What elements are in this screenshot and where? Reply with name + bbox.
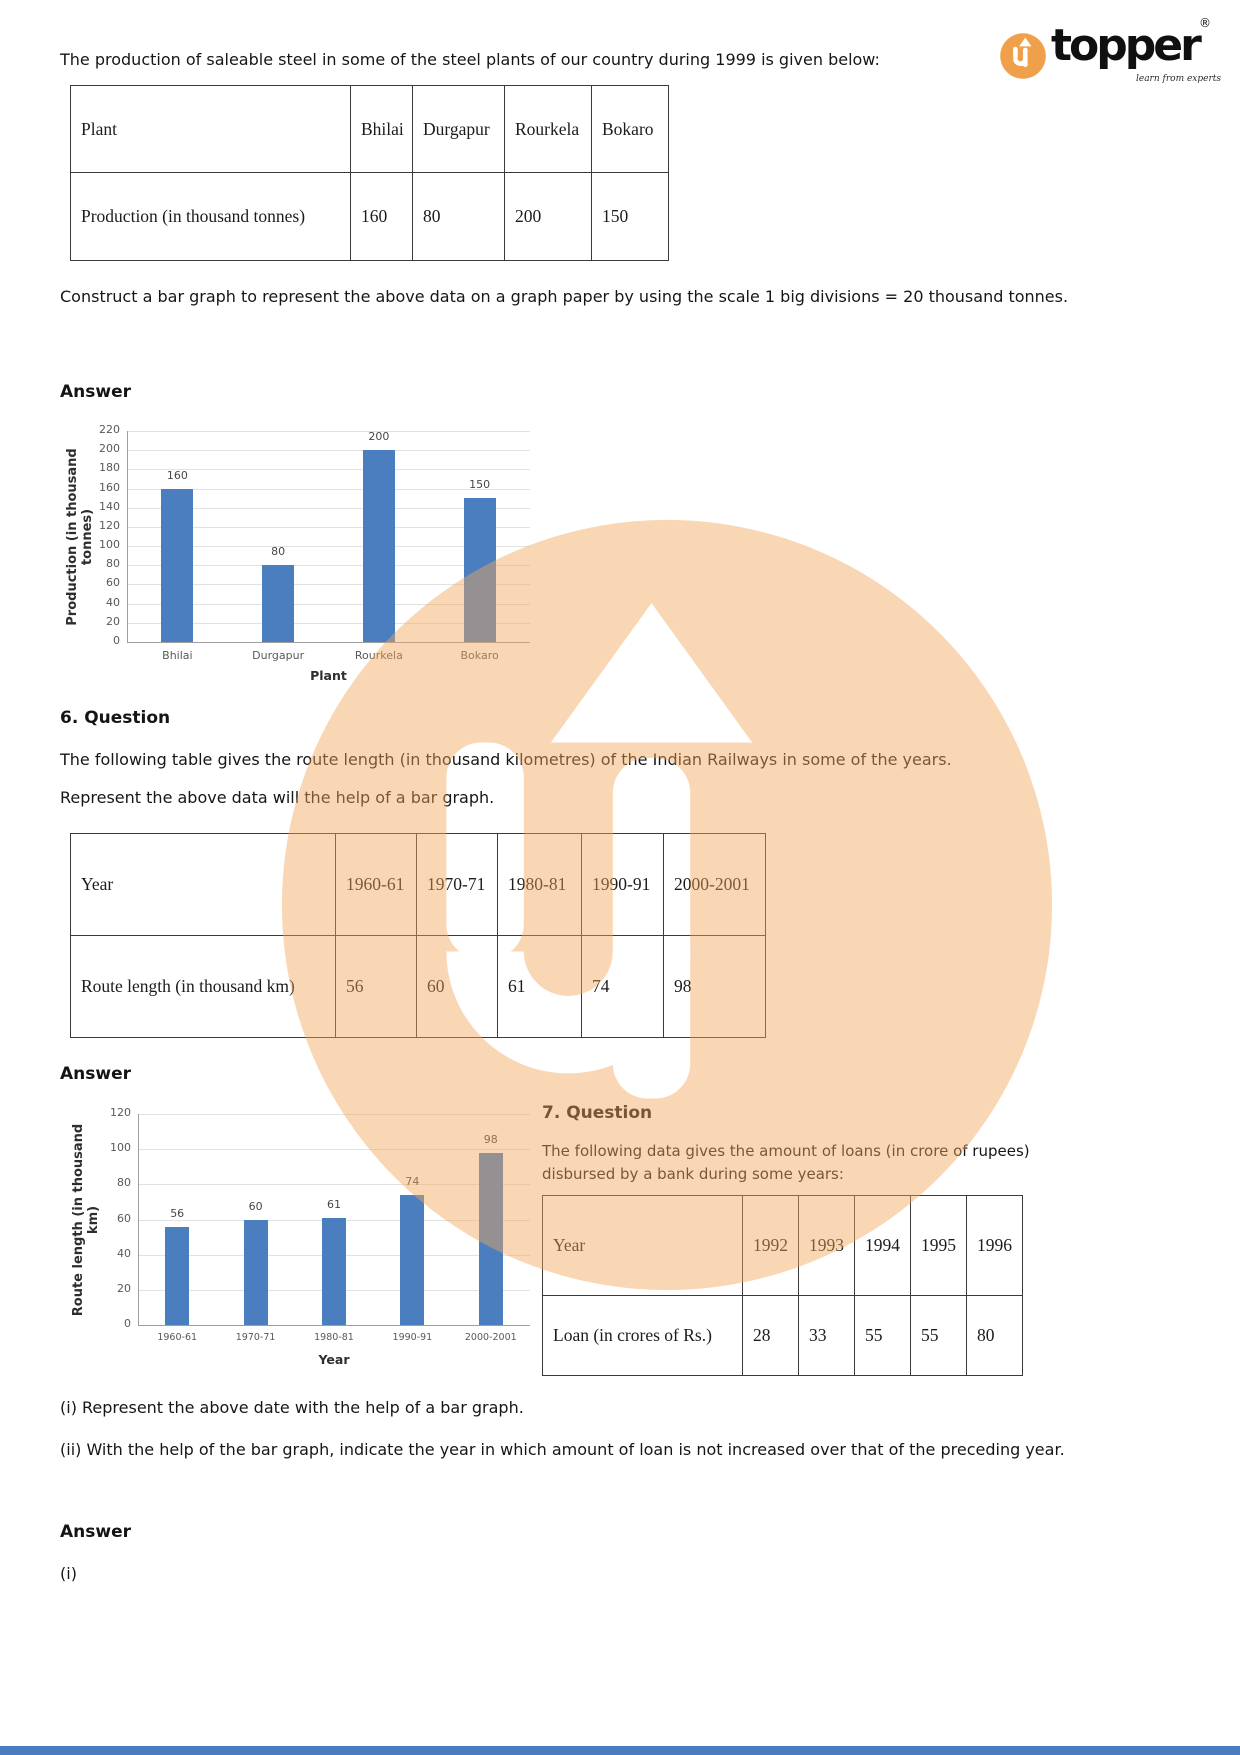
bar: [244, 1220, 268, 1326]
item-ii-text: (ii) With the help of the bar graph, indicate the year in which amount of loan is not increased over that of the preceding year.: [60, 1440, 1065, 1459]
gridline: [138, 1114, 530, 1115]
y-axis-tick-label: 160: [99, 480, 120, 494]
loans-table: [542, 1195, 1023, 1376]
table-cell: 200: [505, 173, 592, 261]
table-cell: Production (in thousand tonnes): [71, 173, 351, 261]
bar-value-label: 200: [368, 430, 390, 444]
answer-heading-3: Answer: [60, 1522, 131, 1542]
answer-item-i: (i): [60, 1564, 77, 1583]
question-6-heading: 6. Question: [60, 708, 171, 728]
x-axis-category-label: Rourkela: [354, 649, 403, 662]
table-cell: 61: [498, 936, 582, 1038]
y-axis-tick-label: 80: [106, 557, 120, 571]
bar-value-label: 150: [469, 478, 491, 492]
bar-value-label: 60: [248, 1199, 263, 1213]
bar: [363, 450, 395, 642]
table-cell: Plant: [71, 86, 351, 173]
y-axis-title: Route length (in thousand km): [71, 1123, 101, 1316]
table-cell: 1992: [743, 1196, 799, 1296]
x-axis-title: Year: [318, 1352, 350, 1367]
table-cell: Bhilai: [351, 86, 413, 173]
y-axis-tick-label: 0: [124, 1317, 131, 1330]
x-axis-line: [138, 1325, 530, 1326]
bar-value-label: 160: [166, 468, 188, 482]
bar: [161, 489, 193, 642]
y-axis-tick-label: 20: [117, 1281, 131, 1295]
y-axis-tick-label: 120: [110, 1106, 131, 1119]
bar-value-label: 98: [483, 1132, 498, 1146]
table-cell: Rourkela: [505, 86, 592, 173]
topper-logo: [1000, 16, 1225, 92]
question-6-text-2: Represent the above data will the help of a bar graph.: [60, 788, 495, 807]
item-i-text: (i) Represent the above date with the help of a bar graph.: [60, 1398, 524, 1417]
answer-heading-1: Answer: [60, 382, 131, 402]
table-cell: 55: [911, 1296, 967, 1376]
y-axis-tick-label: 40: [117, 1246, 131, 1260]
table-cell: 80: [413, 173, 505, 261]
steel-production-table: [70, 85, 669, 261]
y-axis-title: Production (in thousand tonnes): [65, 447, 95, 626]
x-axis-category-label: 1990-91: [392, 1332, 433, 1343]
x-axis-category-label: Bokaro: [460, 649, 499, 662]
gridline: [127, 431, 530, 432]
bar: [400, 1195, 424, 1325]
question-7-heading: 7. Question: [542, 1103, 653, 1123]
intro-text: The production of saleable steel in some of the steel plants of our country during 1999 is given below:: [60, 50, 880, 69]
table-cell: 1960-61: [336, 834, 417, 936]
table-cell: Durgapur: [413, 86, 505, 173]
x-axis-category-label: 1970-71: [235, 1332, 276, 1343]
gridline: [127, 450, 530, 451]
bar: [262, 565, 294, 642]
question-6-text: The following table gives the route length (in thousand kilometres) of the Indian Railways in some of the years.: [60, 750, 952, 769]
table-cell: 1996: [967, 1196, 1023, 1296]
answer-heading-2: Answer: [60, 1064, 131, 1084]
table-cell: 28: [743, 1296, 799, 1376]
table-cell: 80: [967, 1296, 1023, 1376]
y-axis-line: [138, 1114, 139, 1325]
y-axis-tick-label: 60: [106, 576, 120, 590]
construct-note: Construct a bar graph to represent the above data on a graph paper by using the scale 1 big divisions = 20 thousand tonnes.: [60, 287, 1069, 306]
table-cell: 1970-71: [417, 834, 498, 936]
bar: [464, 498, 496, 642]
table-cell: Loan (in crores of Rs.): [543, 1296, 743, 1376]
table-cell: 1980-81: [498, 834, 582, 936]
brand-wordmark: topper: [1051, 20, 1199, 71]
y-axis-tick-label: 120: [99, 518, 120, 532]
table-cell: 1990-91: [582, 834, 664, 936]
table-cell: 2000-2001: [664, 834, 766, 936]
bar-value-label: 80: [271, 545, 286, 559]
table-cell: 55: [855, 1296, 911, 1376]
gridline: [138, 1184, 530, 1185]
table-cell: 160: [351, 173, 413, 261]
route-length-table: [70, 833, 766, 1038]
y-axis-tick-label: 0: [113, 634, 120, 647]
y-axis-tick-label: 100: [110, 1141, 131, 1155]
table-cell: Year: [71, 834, 336, 936]
x-axis-category-label: 1980-81: [314, 1332, 354, 1343]
table-cell: Route length (in thousand km): [71, 936, 336, 1038]
table-cell: Bokaro: [592, 86, 669, 173]
bar: [479, 1153, 503, 1325]
topper-logo-icon: [1000, 33, 1046, 79]
table-cell: 98: [664, 936, 766, 1038]
registered-mark: ®: [1199, 16, 1211, 30]
gridline: [138, 1149, 530, 1150]
bar-value-label: 74: [405, 1174, 420, 1188]
table-cell: 74: [582, 936, 664, 1038]
y-axis-tick-label: 200: [99, 442, 120, 456]
bar: [322, 1218, 346, 1325]
table-cell: 1995: [911, 1196, 967, 1296]
x-axis-category-label: 2000-2001: [464, 1332, 517, 1343]
question-7-text: The following data gives the amount of loans (in crore of rupees) disbursed by a bank during some years:: [542, 1142, 1030, 1184]
y-axis-tick-label: 100: [99, 538, 120, 552]
route-length-chart: [60, 1100, 600, 1380]
table-cell: 150: [592, 173, 669, 261]
table-cell: Year: [543, 1196, 743, 1296]
y-axis-tick-label: 180: [99, 461, 120, 475]
y-axis-tick-label: 220: [99, 423, 120, 436]
brand-tagline: learn from experts: [1135, 74, 1221, 84]
y-axis-line: [127, 431, 128, 642]
footer-bar: [0, 1746, 1240, 1755]
x-axis-category-label: 1960-61: [157, 1332, 198, 1343]
bar-value-label: 61: [327, 1197, 341, 1211]
table-cell: 1993: [799, 1196, 855, 1296]
x-axis-line: [127, 642, 530, 643]
table-cell: 56: [336, 936, 417, 1038]
x-axis-title: Plant: [310, 668, 347, 683]
y-axis-tick-label: 20: [106, 614, 120, 628]
y-axis-tick-label: 60: [117, 1211, 131, 1225]
bar-value-label: 56: [170, 1206, 185, 1220]
table-cell: 60: [417, 936, 498, 1038]
y-axis-tick-label: 40: [106, 595, 120, 609]
x-axis-category-label: Durgapur: [252, 649, 305, 662]
steel-production-chart: [60, 420, 550, 695]
y-axis-tick-label: 80: [117, 1176, 131, 1190]
table-cell: 1994: [855, 1196, 911, 1296]
table-cell: 33: [799, 1296, 855, 1376]
y-axis-tick-label: 140: [99, 499, 120, 513]
x-axis-category-label: Bhilai: [162, 649, 193, 662]
bar: [165, 1227, 189, 1325]
